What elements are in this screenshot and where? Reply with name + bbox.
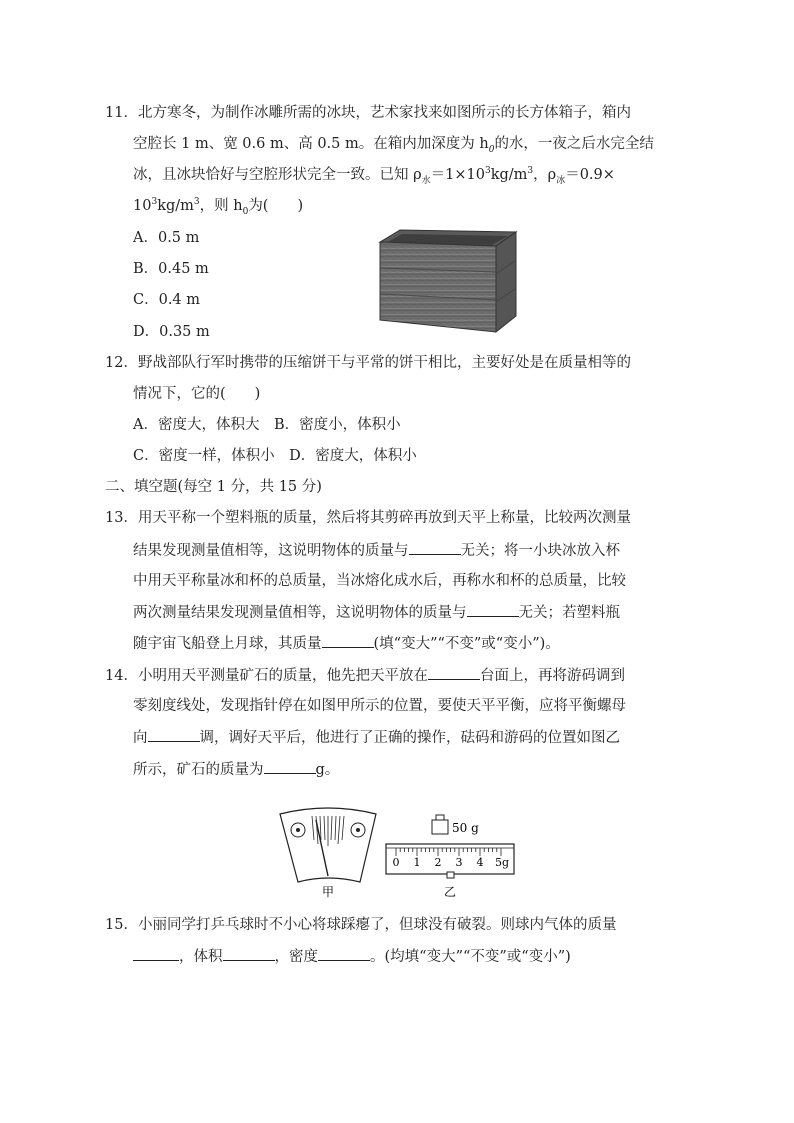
scale-label-0: 0 — [392, 856, 400, 869]
q14-blank-2[interactable] — [148, 727, 200, 742]
scale-label-2: 2 — [434, 856, 442, 869]
q11-option-c[interactable]: C．0.4 m — [133, 292, 201, 308]
q13-line2: 结果发现测量值相等，这说明物体的质量与 无关；将一小块冰放入杯 — [133, 540, 620, 561]
q15-blank-3[interactable] — [318, 946, 370, 961]
q11-line1: 11．北方寒冬，为制作冰雕所需的冰块，艺术家找来如图所示的长方体箱子，箱内 — [105, 105, 631, 121]
q14-blank-1[interactable] — [428, 665, 480, 680]
q15-blank-2[interactable] — [223, 946, 275, 961]
scale-label-3: 3 — [455, 856, 463, 869]
q12-options-cd[interactable]: C．密度一样，体积小 D．密度大，体积小 — [133, 448, 417, 464]
q13-blank-2[interactable] — [467, 602, 519, 617]
fig-yi-label: 乙 — [443, 885, 457, 899]
q11-option-d[interactable]: D．0.35 m — [133, 324, 210, 340]
q13-line4: 两次测量结果发现测量值相等，这说明物体的质量与 无关；若塑料瓶 — [133, 602, 620, 623]
q13-blank-1[interactable] — [409, 540, 461, 555]
fig-jia-label: 甲 — [321, 885, 335, 899]
q13-line1: 13．用天平称一个塑料瓶的质量，然后将其剪碎再放到天平上称量，比较两次测量 — [105, 510, 631, 526]
q11-line2: 空腔长 1 m、宽 0.6 m、高 0.5 m。在箱内加深度为 $h_0$的水，一夜之后水完全结 — [133, 136, 654, 155]
q13-blank-3[interactable] — [322, 633, 374, 648]
q14-line2: 零刻度线处，发现指针停在如图甲所示的位置，要使天平平衡，应将平衡螺母 — [133, 698, 626, 714]
q11-line4: $10^3kg/m^3$，则 $h_0$为( ) — [133, 197, 304, 217]
q14-line3: 向 调，调好天平后，他进行了正确的操作，砝码和游码的位置如图乙 — [133, 727, 620, 748]
q11-option-b[interactable]: B．0.45 m — [133, 261, 209, 277]
wooden-box-figure — [372, 228, 518, 334]
q15-line2: ，体积 ，密度 。(均填“变大”“不变”或“变小”) — [133, 946, 571, 967]
q12-line2: 情况下，它的( ) — [133, 386, 261, 402]
balance-pointer-figure — [276, 806, 380, 902]
q13-line5: 随宇宙飞船登上月球，其质量 (填“变大”“不变”或“变小”)。 — [133, 633, 560, 654]
weight-label: 50 g — [452, 821, 479, 835]
weight-icon — [432, 820, 448, 834]
scale-label-4: 4 — [476, 856, 484, 869]
q13-line3: 中用天平称量冰和杯的总质量，当冰熔化成水后，再称水和杯的总质量，比较 — [133, 573, 626, 589]
q12-options-ab[interactable]: A．密度大，体积大 B．密度小，体积小 — [133, 417, 401, 433]
q15-blank-1[interactable] — [133, 946, 179, 961]
rider-icon — [447, 872, 454, 878]
scale-label-5: 5g — [494, 856, 510, 869]
rider-scale-figure — [384, 810, 518, 900]
q14-line4: 所示，矿石的质量为 g。 — [133, 759, 339, 780]
q14-blank-3[interactable] — [264, 759, 316, 774]
scale-label-1: 1 — [413, 856, 421, 869]
q15-line1: 15．小丽同学打乒乓球时不小心将球踩瘪了，但球没有破裂。则球内气体的质量 — [105, 917, 617, 933]
q12-line1: 12．野战部队行军时携带的压缩饼干与平常的饼干相比，主要好处是在质量相等的 — [105, 355, 631, 371]
q11-line3: 冰，且冰块恰好与空腔形状完全一致。已知 $\rho_水=1\times 10^3kg/m^3$，$\rho_冰=0.9\times$ — [133, 166, 615, 186]
q11-option-a[interactable]: A．0.5 m — [133, 230, 200, 246]
section-heading: 二、填空题(每空 1 分，共 15 分) — [105, 479, 322, 495]
q14-line1: 14．小明用天平测量矿石的质量，他先把天平放在 台面上，再将游码调到 — [105, 665, 625, 686]
